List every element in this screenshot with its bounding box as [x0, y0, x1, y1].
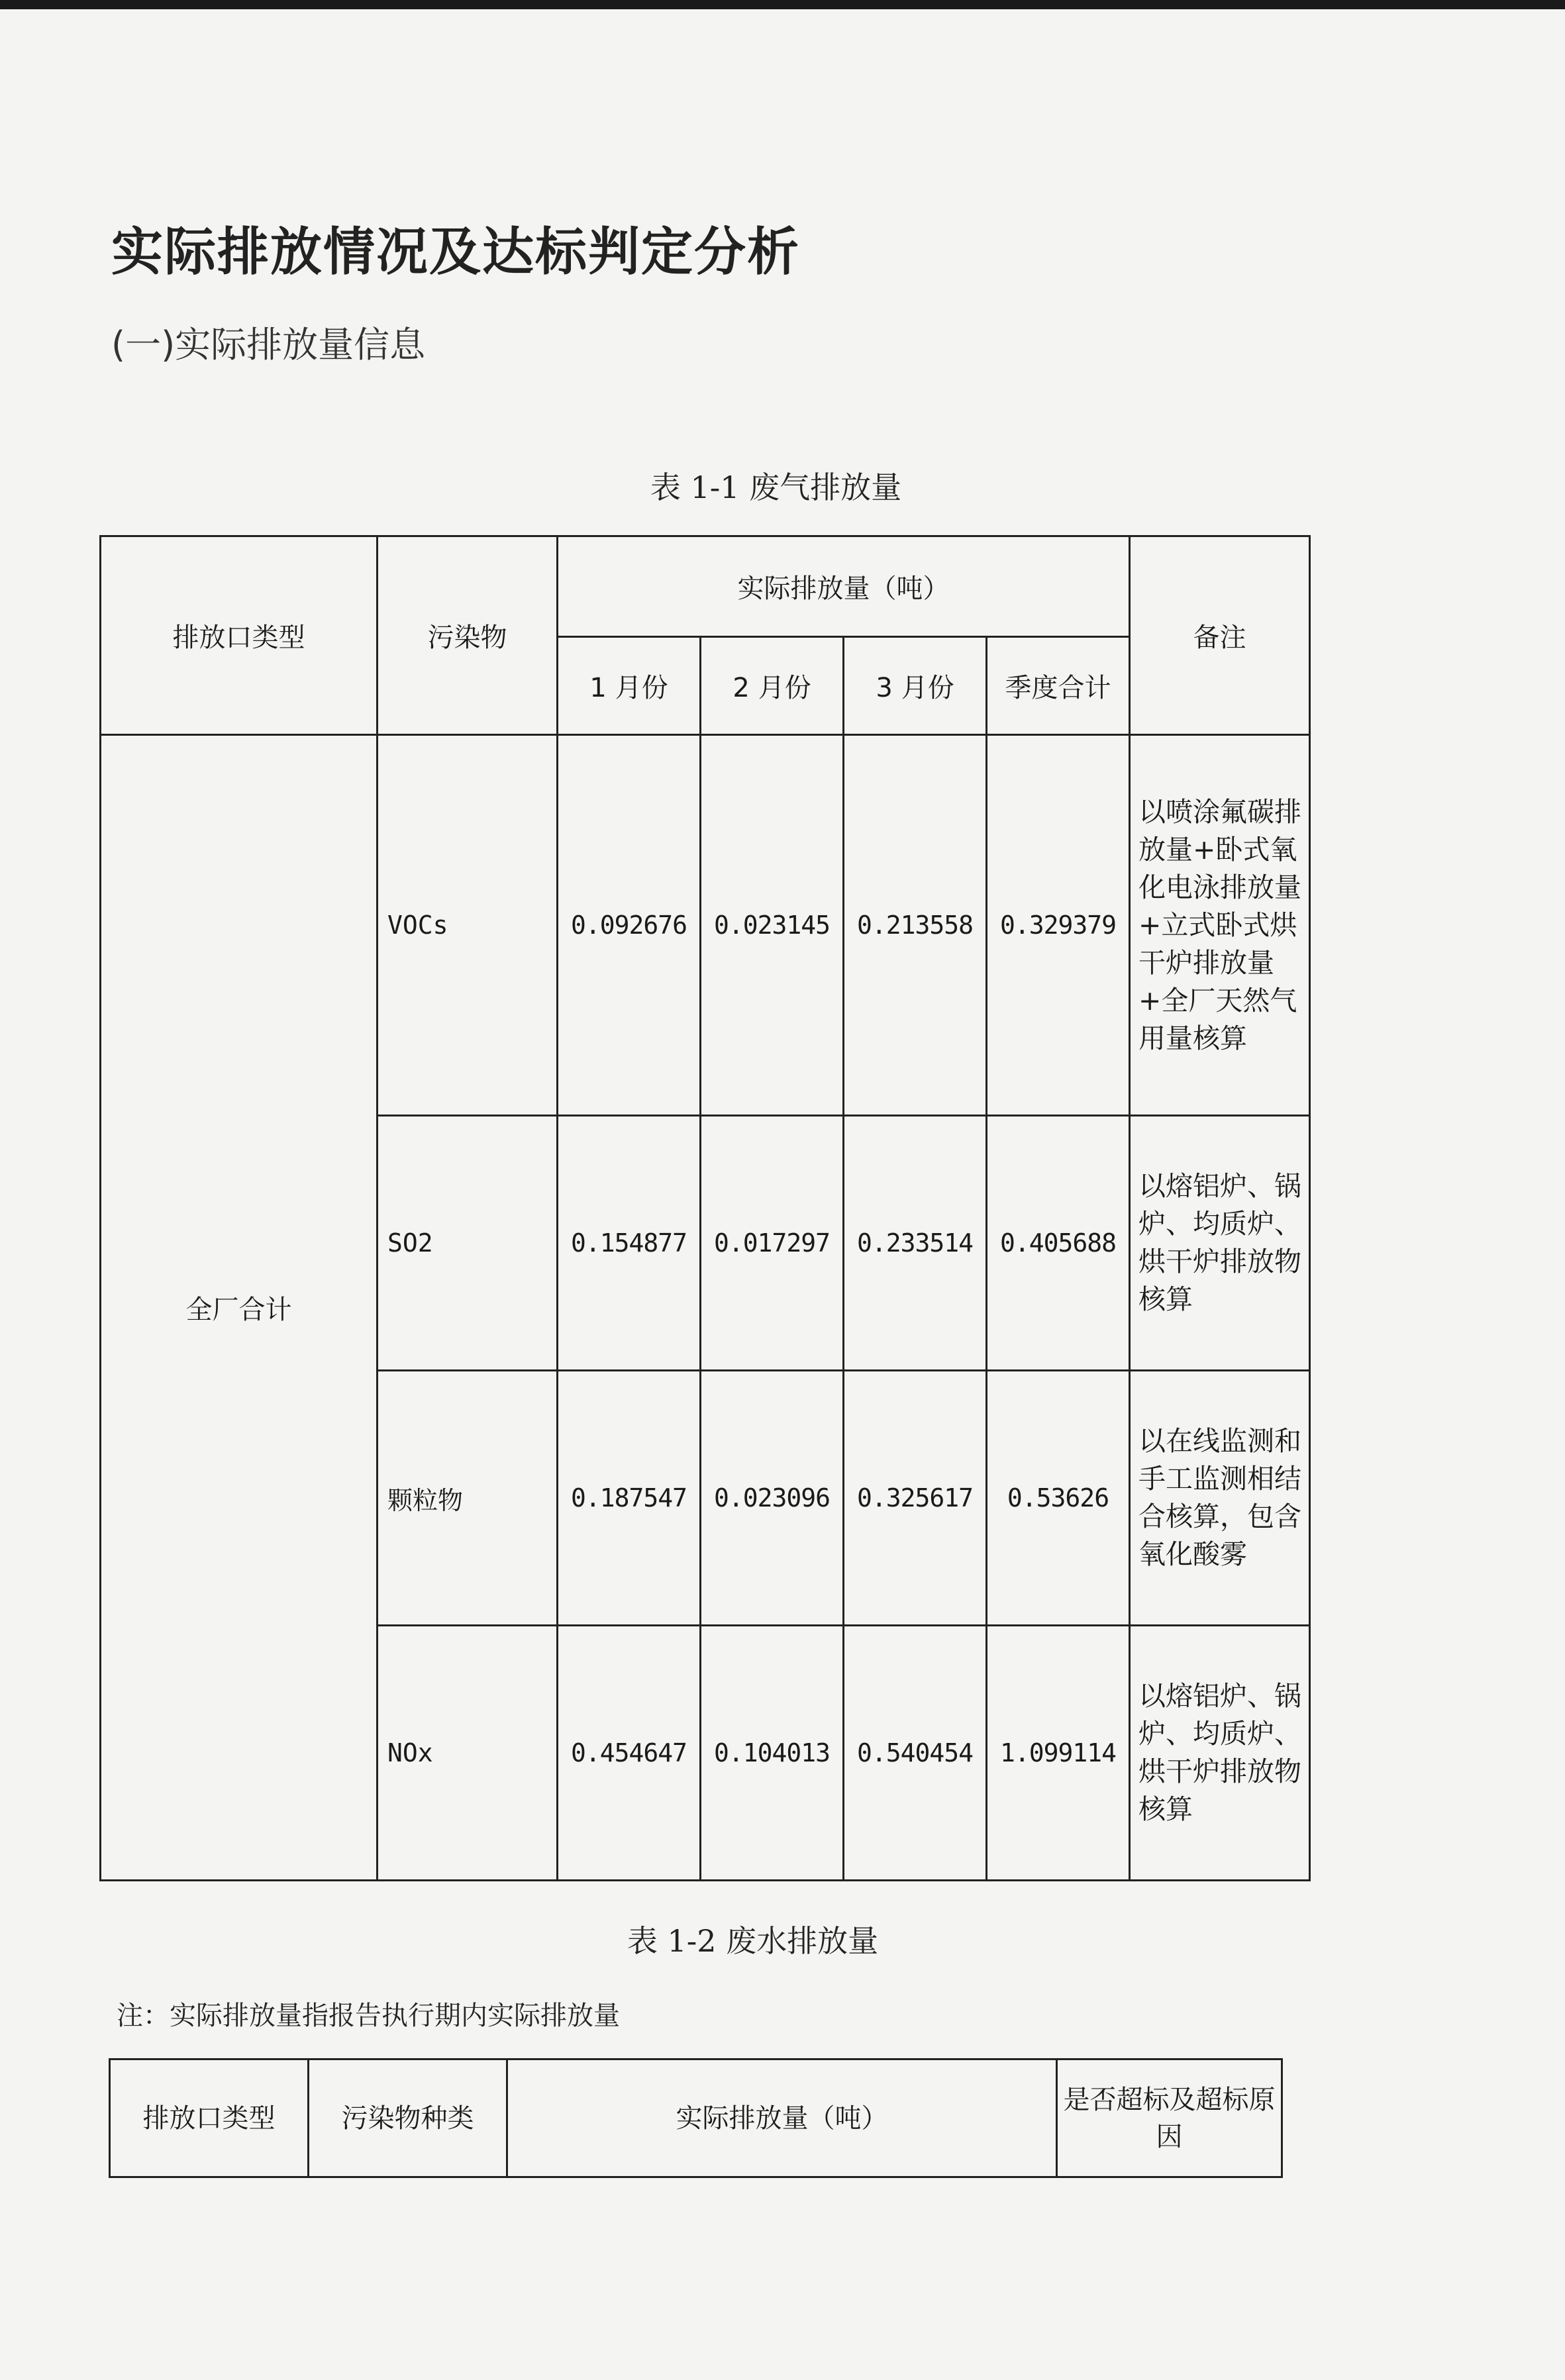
section-subheading: (一)实际排放量信息	[111, 324, 426, 366]
pollutant-cell: VOCs	[378, 735, 558, 1116]
header-jan: 1 月份	[558, 637, 701, 735]
quarter-value: 0.329379	[987, 735, 1130, 1116]
mar-value: 0.233514	[844, 1116, 987, 1371]
quarter-value: 1.099114	[987, 1626, 1130, 1881]
mar-value: 0.325617	[844, 1371, 987, 1626]
remark-cell: 以喷涂氟碳排放量+卧式氧化电泳排放量+立式卧式烘干炉排放量+全厂天然气用量核算	[1130, 735, 1310, 1116]
mar-value: 0.213558	[844, 735, 987, 1116]
header-pollutant-kind: 污染物种类	[309, 2059, 507, 2177]
header-feb: 2 月份	[701, 637, 844, 735]
mar-value: 0.540454	[844, 1626, 987, 1881]
table2-note: 注：实际排放量指报告执行期内实际排放量	[117, 2001, 620, 2031]
remark-cell: 以在线监测和手工监测相结合核算，包含氧化酸雾	[1130, 1371, 1310, 1626]
waste-water-emission-table	[109, 2058, 1283, 2178]
jan-value: 0.154877	[558, 1116, 701, 1371]
header-actual-emission: 实际排放量（吨）	[507, 2059, 1057, 2177]
header-quarter: 季度合计	[987, 637, 1130, 735]
feb-value: 0.023145	[701, 735, 844, 1116]
scan-top-edge	[0, 0, 1565, 9]
jan-value: 0.454647	[558, 1626, 701, 1881]
quarter-value: 0.405688	[987, 1116, 1130, 1371]
pollutant-cell: SO2	[378, 1116, 558, 1371]
jan-value: 0.092676	[558, 735, 701, 1116]
feb-value: 0.104013	[701, 1626, 844, 1881]
feb-value: 0.017297	[701, 1116, 844, 1371]
header-pollutant: 污染物	[378, 536, 558, 735]
table-row	[101, 735, 1310, 1116]
header-remark: 备注	[1130, 536, 1310, 735]
header-outlet-type: 排放口类型	[110, 2059, 309, 2177]
pollutant-cell: NOx	[378, 1626, 558, 1881]
table2-caption: 表 1-2 废水排放量	[627, 1923, 879, 1959]
header-mar: 3 月份	[844, 637, 987, 735]
header-actual-emission: 实际排放量（吨）	[558, 536, 1130, 637]
outlet-type-cell: 全厂合计	[101, 735, 378, 1881]
waste-gas-emission-table	[99, 535, 1311, 1881]
remark-cell: 以熔铝炉、锅炉、均质炉、烘干炉排放物核算	[1130, 1116, 1310, 1371]
table1-caption: 表 1-1 废气排放量	[650, 470, 902, 505]
remark-cell: 以熔铝炉、锅炉、均质炉、烘干炉排放物核算	[1130, 1626, 1310, 1881]
pollutant-cell: 颗粒物	[378, 1371, 558, 1626]
quarter-value: 0.53626	[987, 1371, 1130, 1626]
feb-value: 0.023096	[701, 1371, 844, 1626]
header-outlet-type: 排放口类型	[101, 536, 378, 735]
section-heading: 实际排放情况及达标判定分析	[111, 223, 801, 282]
jan-value: 0.187547	[558, 1371, 701, 1626]
header-exceed-reason: 是否超标及超标原因	[1057, 2059, 1282, 2177]
